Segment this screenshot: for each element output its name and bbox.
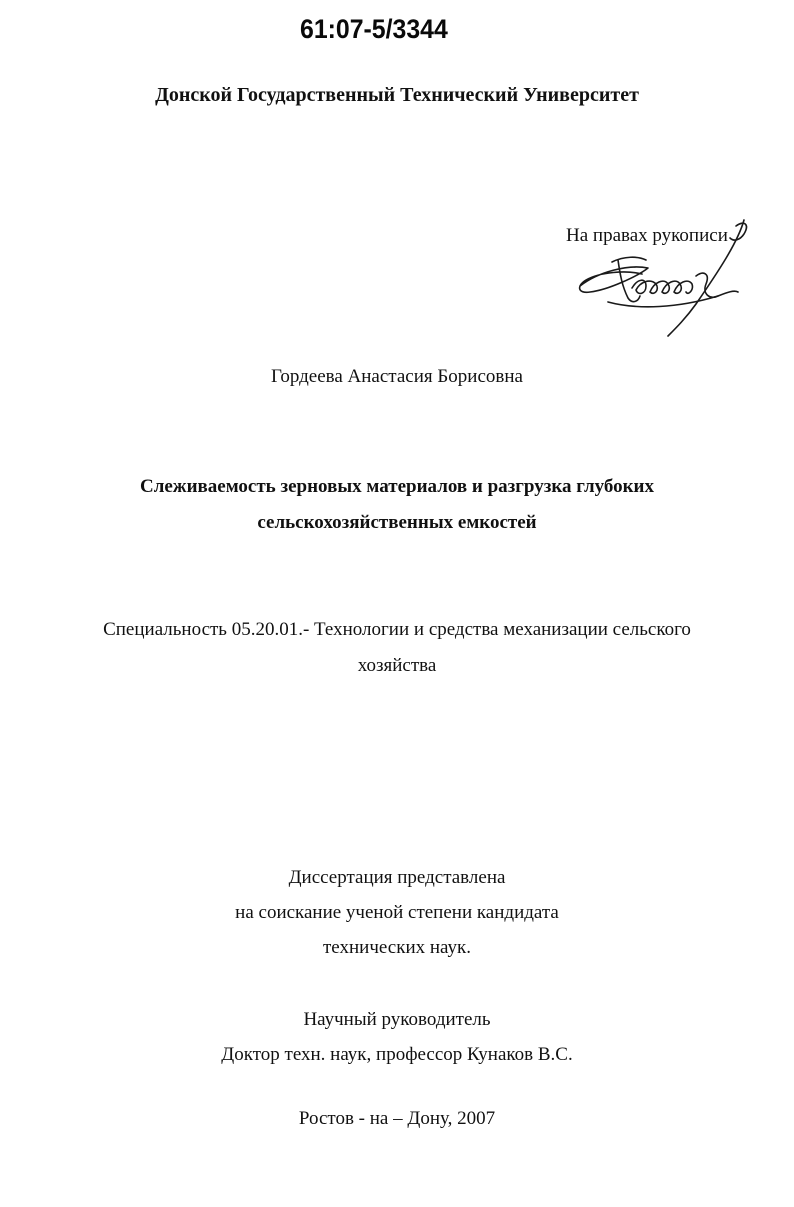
university-name: Донской Государственный Технический Университет <box>155 84 639 106</box>
supervisor-label: Научный руководитель <box>303 1009 491 1030</box>
specialty-line-2: хозяйства <box>357 655 437 676</box>
thesis-line-3: технических наук. <box>323 937 471 958</box>
scientific-supervisor <box>0 1002 794 1072</box>
thesis-line-1: Диссертация представлена <box>288 867 506 888</box>
dissertation-title <box>0 469 794 541</box>
author-name: Гордеева Анастасия Борисовна <box>271 366 523 387</box>
specialty <box>0 612 794 684</box>
thesis-line-2: на соискание ученой степени кандидата <box>235 902 559 923</box>
archive-stamp-number: 61:07-5/3344 <box>300 14 448 44</box>
place-and-year: Ростов - на – Дону, 2007 <box>298 1108 496 1129</box>
title-line-2: сельскохозяйственных емкостей <box>257 512 537 533</box>
manuscript-rights-label: На правах рукописи <box>566 225 728 246</box>
title-line-1: Слеживаемость зерновых материалов и разгрузка глубоких <box>139 476 654 497</box>
supervisor-name: Доктор техн. наук, профессор Кунаков В.С. <box>221 1044 573 1065</box>
thesis-statement <box>0 860 794 965</box>
specialty-line-1: Специальность 05.20.01.- Технологии и средства механизации сельского <box>103 619 691 640</box>
handwritten-signature <box>568 212 758 342</box>
